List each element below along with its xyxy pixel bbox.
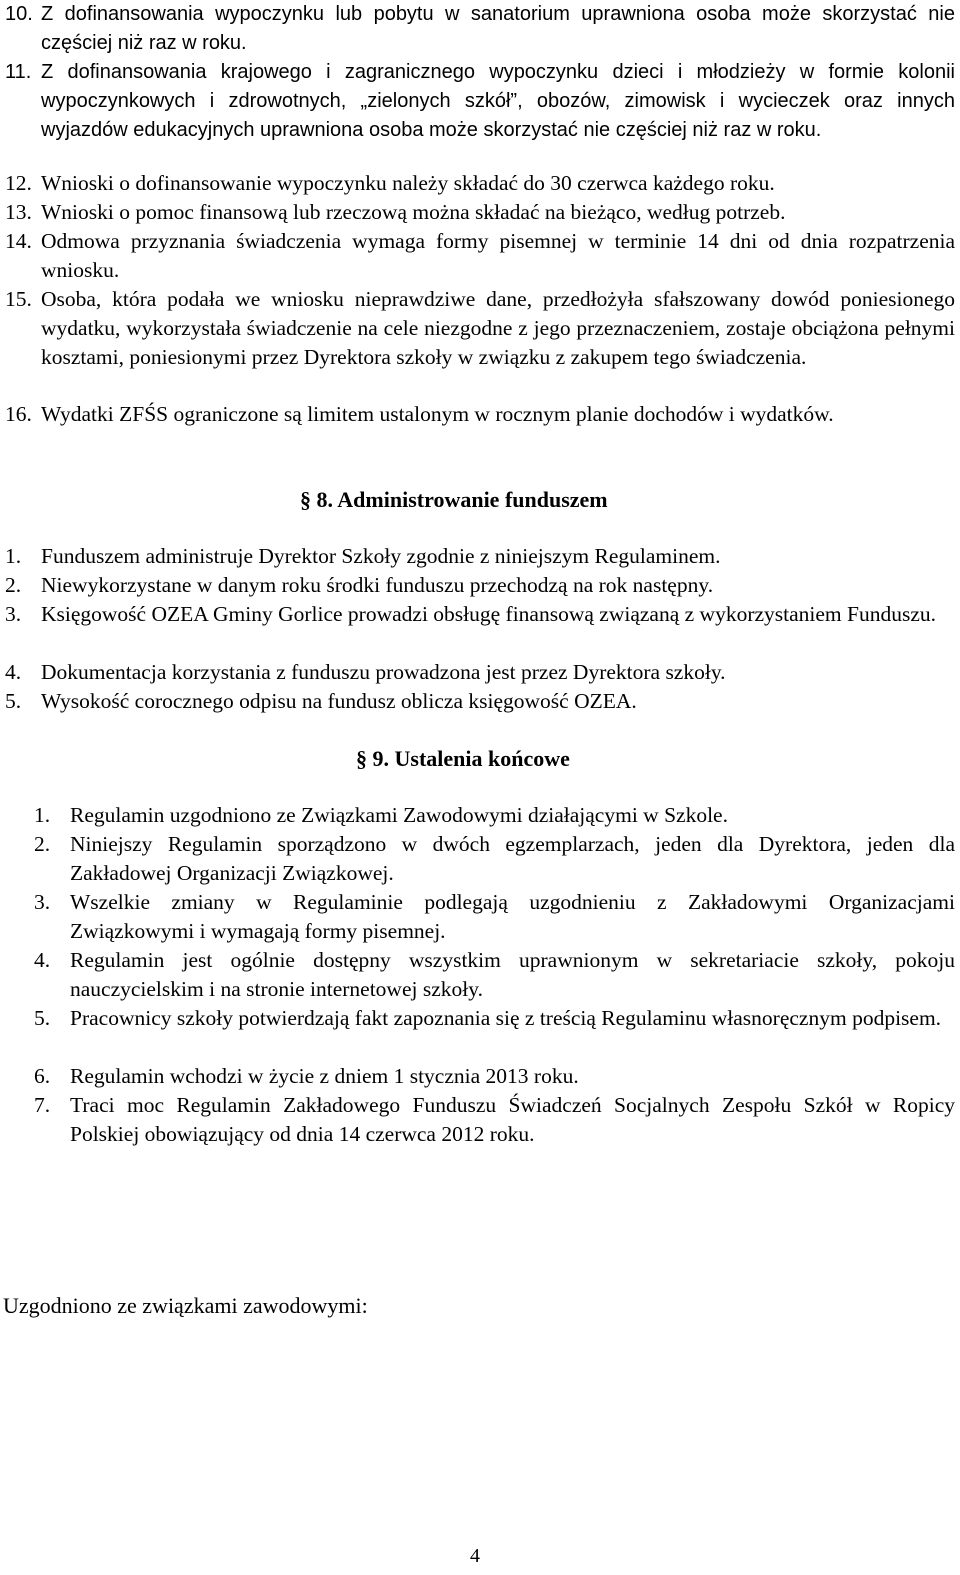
section-9-item-2 xyxy=(34,830,955,888)
list-text: Wnioski o dofinansowanie wypoczynku należy składać do 30 czerwca każdego roku. xyxy=(41,171,775,195)
section-9-item-4 xyxy=(34,946,955,1004)
list-text: Wnioski o pomoc finansową lub rzeczową można składać na bieżąco, według potrzeb. xyxy=(41,200,786,224)
list-item-10 xyxy=(5,0,955,58)
list-text: Niewykorzystane w danym roku środki funduszu przechodzą na rok następny. xyxy=(41,573,714,597)
section-8-item-3 xyxy=(5,600,955,629)
section-9-item-6 xyxy=(34,1062,955,1091)
list-number: 2. xyxy=(5,573,22,597)
list-text: Osoba, która podała we wniosku nieprawdziwe dane, przedłożyła sfałszowany dowód poniesionego wydatku, wykorzystała świadczenie na cele niezgodne z jego przeznaczeniem, zostaje obciążona pełnymi kosztami, poniesionymi przez Dyrektora szkoły w związku z zakupem tego świadczenia. xyxy=(41,287,955,369)
section-9-item-5 xyxy=(34,1004,955,1033)
list-text: Regulamin uzgodniono ze Związkami Zawodowymi działającymi w Szkole. xyxy=(70,803,728,827)
page-number: 4 xyxy=(470,1545,480,1567)
list-number: 5. xyxy=(34,1006,51,1030)
list-text: Z dofinansowania wypoczynku lub pobytu w sanatorium uprawniona osoba może skorzystać nie częściej niż raz w roku. xyxy=(41,3,955,54)
list-text: Regulamin wchodzi w życie z dniem 1 stycznia 2013 roku. xyxy=(70,1064,579,1088)
list-text: Pracownicy szkoły potwierdzają fakt zapoznania się z treścią Regulaminu własnoręcznym podpisem. xyxy=(70,1006,942,1030)
list-number: 7. xyxy=(34,1093,51,1117)
list-text: Wydatki ZFŚS ograniczone są limitem ustalonym w rocznym planie dochodów i wydatków. xyxy=(41,402,834,426)
section-9-heading: § 9. Ustalenia końcowe xyxy=(356,746,570,771)
list-item-15 xyxy=(5,285,955,372)
list-text: Dokumentacja korzystania z funduszu prowadzona jest przez Dyrektora szkoły. xyxy=(41,660,726,684)
list-number: 15. xyxy=(5,287,32,311)
list-item-14 xyxy=(5,227,955,285)
list-number: 13. xyxy=(5,200,32,224)
list-text: Funduszem administruje Dyrektor Szkoły zgodnie z niniejszym Regulaminem. xyxy=(41,544,721,568)
list-number: 1. xyxy=(34,803,51,827)
list-item-12 xyxy=(5,169,955,198)
list-item-11 xyxy=(5,58,955,145)
section-9-item-1 xyxy=(34,801,955,830)
list-number: 12. xyxy=(5,171,32,195)
section-8-item-5 xyxy=(5,687,955,716)
list-item-13 xyxy=(5,198,955,227)
list-text: Wszelkie zmiany w Regulaminie podlegają uzgodnieniu z Zakładowymi Organizacjami Związkowymi i wymagają formy pisemnej. xyxy=(70,890,955,943)
list-number: 3. xyxy=(5,602,22,626)
list-number: 11. xyxy=(5,61,32,83)
list-number: 14. xyxy=(5,229,32,253)
agreement-line: Uzgodniono ze związkami zawodowymi: xyxy=(3,1293,368,1318)
list-text: Z dofinansowania krajowego i zagranicznego wypoczynku dzieci i młodzieży w formie kolonii wypoczynkowych i zdrowotnych, „zielonych szkół”, obozów, zimowisk i wycieczek oraz innych wyjazdów edukacyjnych uprawniona osoba może skorzystać nie częściej niż raz w roku. xyxy=(41,61,955,141)
list-number: 4. xyxy=(5,660,22,684)
list-number: 10. xyxy=(5,3,33,25)
section-9-item-3 xyxy=(34,888,955,946)
list-number: 5. xyxy=(5,689,22,713)
section-8-item-1 xyxy=(5,542,955,571)
list-number: 4. xyxy=(34,948,51,972)
list-number: 3. xyxy=(34,890,51,914)
list-number: 2. xyxy=(34,832,51,856)
list-number: 16. xyxy=(5,402,32,426)
list-number: 6. xyxy=(34,1064,51,1088)
list-number: 1. xyxy=(5,544,22,568)
list-item-16 xyxy=(5,400,955,429)
list-text: Odmowa przyznania świadczenia wymaga formy pisemnej w terminie 14 dni od dnia rozpatrzenia wniosku. xyxy=(41,229,955,282)
list-text: Regulamin jest ogólnie dostępny wszystkim uprawnionym w sekretariacie szkoły, pokoju nauczycielskim i na stronie internetowej szkoły. xyxy=(70,948,955,1001)
list-text: Traci moc Regulamin Zakładowego Funduszu Świadczeń Socjalnych Zespołu Szkół w Ropicy Polskiej obowiązujący od dnia 14 czerwca 2012 roku. xyxy=(70,1093,955,1146)
section-9-item-7 xyxy=(34,1091,955,1149)
section-8-heading: § 8. Administrowanie funduszem xyxy=(300,487,608,512)
section-8-item-4 xyxy=(5,658,955,687)
list-text: Księgowość OZEA Gminy Gorlice prowadzi obsługę finansową związaną z wykorzystaniem Funduszu. xyxy=(41,602,937,626)
list-text: Wysokość corocznego odpisu na fundusz oblicza księgowość OZEA. xyxy=(41,689,637,713)
list-text: Niniejszy Regulamin sporządzono w dwóch egzemplarzach, jeden dla Dyrektora, jeden dla Zakładowej Organizacji Związkowej. xyxy=(70,832,955,885)
section-8-item-2 xyxy=(5,571,955,600)
